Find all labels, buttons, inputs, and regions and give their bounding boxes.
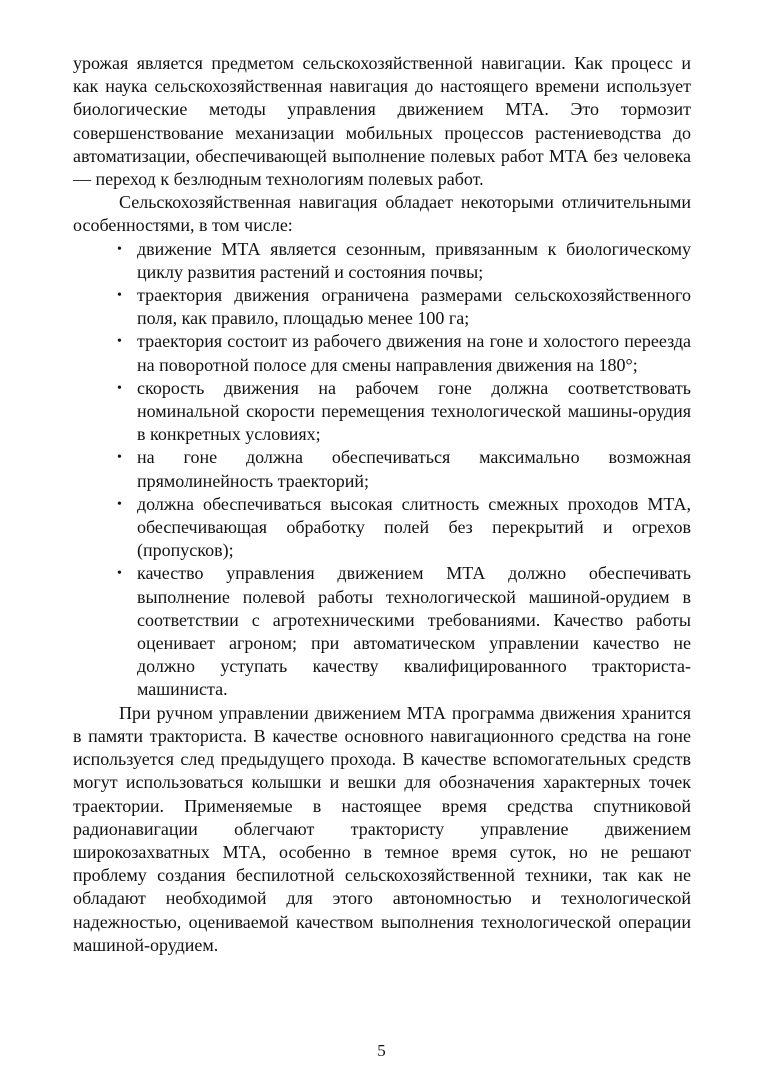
bullet-icon: •	[117, 380, 122, 396]
list-item-text: траектория состоит из рабочего движения на гоне и холостого переезда на поворотной полосе для смены направления движения на 180°;	[137, 331, 691, 375]
list-item	[117, 330, 691, 376]
paragraph-manual-control: При ручном управлении движением МТА программа движения хранится в памяти тракториста. В качестве основного навигационного средства на гоне используется след предыдущего прохода. В качестве вспомогательных средств могут использоваться колышки и вешки для обозначения характерных точек траектории. Применяемые в настоящее время средства спутниковой радионавигации облегчают трактористу управление движением широкозахватных МТА, особенно в темное время суток, но не решают проблему создания беспилотной сельскохозяйственной техники, так как не обладают необходимой для этого автономностью и технологической надежностью, оцениваемой качеством выполнения технологической операции машиной-орудием.	[73, 702, 691, 955]
list-item	[117, 238, 691, 284]
bullet-icon: •	[117, 496, 122, 512]
features-list	[73, 238, 691, 702]
list-item	[117, 562, 691, 701]
page-number: 5	[377, 1041, 386, 1060]
list-item	[117, 284, 691, 330]
bullet-icon: •	[117, 334, 122, 350]
list-item-text: качество управления движением МТА должно обеспечивать выполнение полевой работы технологической машиной-орудием в соответствии с агротехническими требованиями. Качество работы оценивает агроном; при автоматическом управлении качество не должно уступать качеству квалифицированного тракториста-машиниста.	[137, 563, 691, 700]
paragraph-features-lead: Сельскохозяйственная навигация обладает некоторыми отличительными особенностями, в том числе:	[73, 192, 691, 236]
list-item-text: скорость движения на рабочем гоне должна соответствовать номинальной скорости перемещения технологической машины-орудия в конкретных условиях;	[137, 377, 691, 445]
paragraph-intro: урожая является предметом сельскохозяйственной навигации. Как процесс и как наука сельскохозяйственная навигация до настоящего времени использует биологические методы управления движением МТА. Это тормозит совершенствование механизации мобильных процессов растениеводства до автоматизации, обеспечивающей выполнение полевых работ МТА без человека — переход к безлюдным технологиям полевых работ.	[73, 53, 691, 190]
list-item-text: должна обеспечиваться высокая слитность смежных проходов МТА, обеспечивающая обработку полей без перекрытий и огрехов (пропусков);	[137, 493, 691, 561]
bullet-icon: •	[117, 288, 122, 304]
list-item-text: на гоне должна обеспечиваться максимально возможная прямолинейность траекторий;	[137, 447, 691, 491]
bullet-icon: •	[117, 566, 122, 582]
document-page	[73, 52, 691, 957]
bullet-icon: •	[117, 450, 122, 466]
list-item-text: движение МТА является сезонным, привязанным к биологическому циклу развития растений и состояния почвы;	[137, 238, 691, 282]
list-item	[117, 493, 691, 563]
list-item-text: траектория движения ограничена размерами сельскохозяйственного поля, как правило, площадью менее 100 га;	[137, 285, 691, 329]
list-item	[117, 377, 691, 447]
bullet-icon: •	[117, 241, 122, 257]
list-item	[117, 446, 691, 492]
